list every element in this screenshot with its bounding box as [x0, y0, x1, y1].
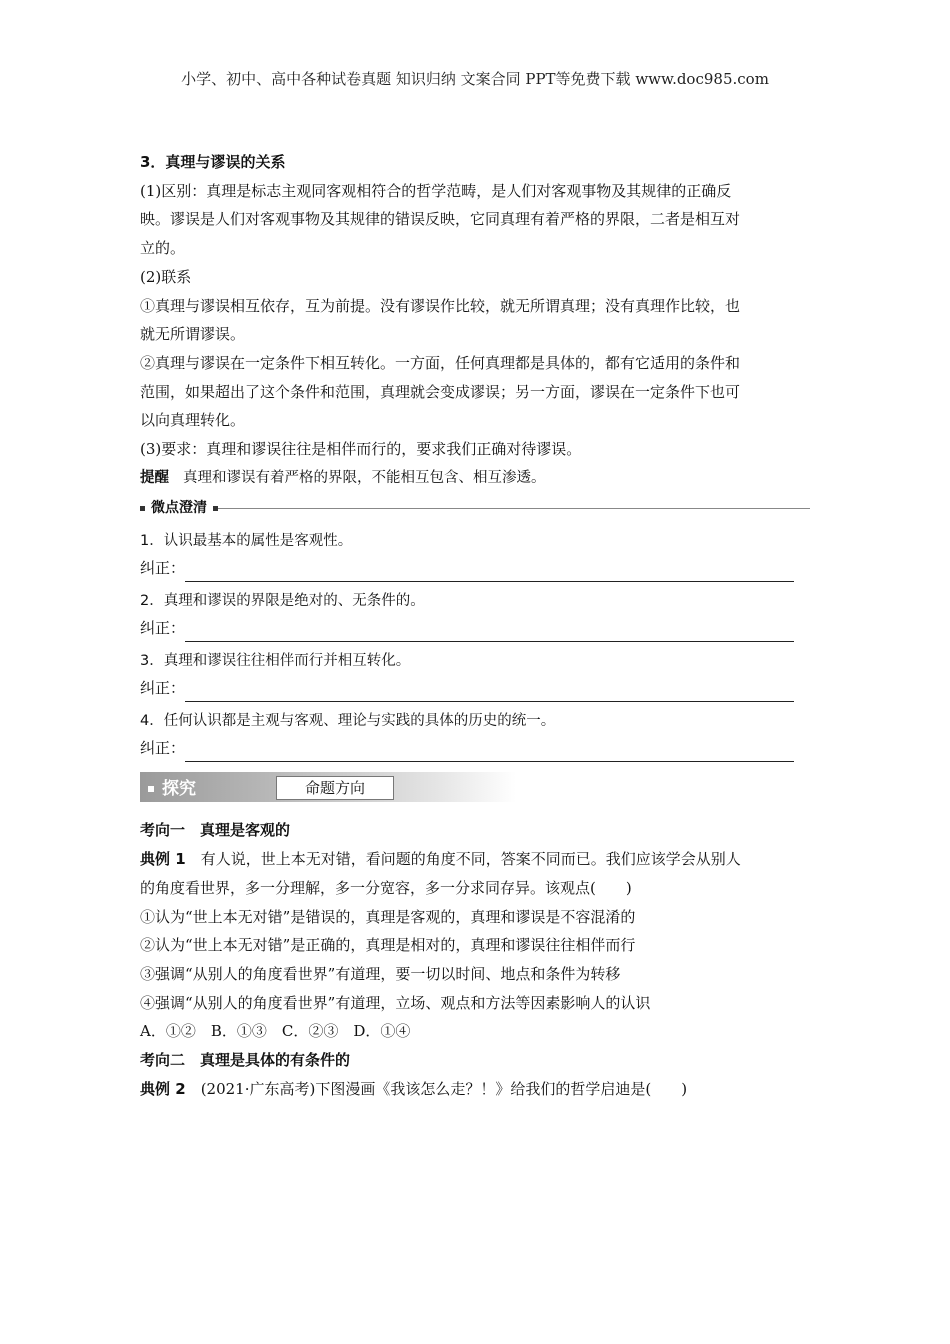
answer-choices: A．①② B．①③ C．②③ D．①④	[140, 1022, 411, 1041]
page-content	[140, 148, 810, 1103]
clarify-item: 4．任何认识都是主观与客观、理论与实践的具体的历史的统一。	[140, 713, 556, 730]
correction-row	[140, 675, 810, 702]
correction-row	[140, 555, 810, 582]
direction1-title: 考向一 真理是客观的	[140, 821, 291, 840]
option: ②认为“世上本无对错”是正确的，真理是相对的，真理和谬误往往相伴而行	[140, 936, 636, 955]
paragraph: 就无所谓谬误。	[140, 325, 246, 344]
paragraph: 范围，如果超出了这个条件和范围，真理就会变成谬误；另一方面，谬误在一定条件下也可	[140, 382, 741, 401]
page-header: 小学、初中、高中各种试卷真题 知识归纳 文案合同 PPT等免费下载 www.doc985.com	[181, 70, 769, 88]
correction-label: 纠正：	[140, 559, 186, 578]
clarify-title: 微点澄清	[151, 500, 207, 517]
explore-banner	[140, 772, 516, 802]
option: ③强调“从别人的角度看世界”有道理，要一切以时间、地点和条件为转移	[140, 964, 621, 983]
clarify-item: 1．认识最基本的属性是客观性。	[140, 533, 353, 550]
option: ①认为“世上本无对错”是错误的，真理是客观的，真理和谬误是不容混淆的	[140, 907, 636, 926]
banner-right: 命题方向	[276, 776, 394, 800]
paragraph: 立的。	[140, 239, 186, 258]
clarify-divider	[140, 494, 810, 522]
paragraph: (3)要求：真理和谬误往往是相伴而行的，要求我们正确对待谬误。	[140, 440, 582, 459]
paragraph: 映。谬误是人们对客观事物及其规律的错误反映，它同真理有着严格的界限，二者是相互对	[140, 210, 741, 229]
correction-blank[interactable]	[185, 561, 794, 582]
example2-label: 典例 2	[140, 1079, 186, 1098]
divider-line	[218, 508, 810, 509]
example2-text: (2021·广东高考)下图漫画《我该怎么走？！》给我们的哲学启迪是( )	[200, 1079, 688, 1098]
tip	[140, 464, 810, 493]
correction-label: 纠正：	[140, 619, 186, 638]
correction-label: 纠正：	[140, 739, 186, 758]
example1-text: 有人说，世上本无对错，看问题的角度不同，答案不同而已。我们应该学会从别人	[200, 850, 741, 869]
banner-left-text: 探究	[162, 779, 196, 800]
square-bullet-icon	[140, 506, 145, 511]
clarify-item: 3．真理和谬误往往相伴而行并相互转化。	[140, 653, 411, 670]
tip-label: 提醒	[140, 469, 169, 486]
paragraph: (1)区别：真理是标志主观同客观相符合的哲学范畴，是人们对客观事物及其规律的正确反	[140, 181, 732, 200]
correction-row	[140, 735, 810, 762]
correction-row	[140, 615, 810, 642]
option: ④强调“从别人的角度看世界”有道理，立场、观点和方法等因素影响人的认识	[140, 993, 651, 1012]
square-bullet-icon	[148, 786, 154, 792]
direction2-title: 考向二 真理是具体的有条件的	[140, 1051, 351, 1070]
paragraph: (2)联系	[140, 267, 192, 286]
clarify-item: 2．真理和谬误的界限是绝对的、无条件的。	[140, 593, 425, 610]
paragraph: ②真理与谬误在一定条件下相互转化。一方面，任何真理都是具体的，都有它适用的条件和	[140, 353, 741, 372]
correction-blank[interactable]	[185, 681, 794, 702]
tip-text: 真理和谬误有着严格的界限，不能相互包含、相互渗透。	[183, 469, 546, 486]
example1-label: 典例 1	[140, 850, 186, 869]
paragraph: 以向真理转化。	[140, 411, 246, 430]
banner-left	[148, 775, 196, 804]
example2-line	[140, 1075, 810, 1104]
example1-line	[140, 845, 810, 874]
paragraph: 的角度看世界，多一分理解，多一分宽容，多一分求同存异。该观点( )	[140, 878, 632, 897]
correction-blank[interactable]	[185, 741, 794, 762]
section-title: 3．真理与谬误的关系	[140, 153, 286, 171]
correction-blank[interactable]	[185, 621, 794, 642]
correction-label: 纠正：	[140, 679, 186, 698]
paragraph: ①真理与谬误相互依存，互为前提。没有谬误作比较，就无所谓真理；没有真理作比较，也	[140, 296, 741, 315]
